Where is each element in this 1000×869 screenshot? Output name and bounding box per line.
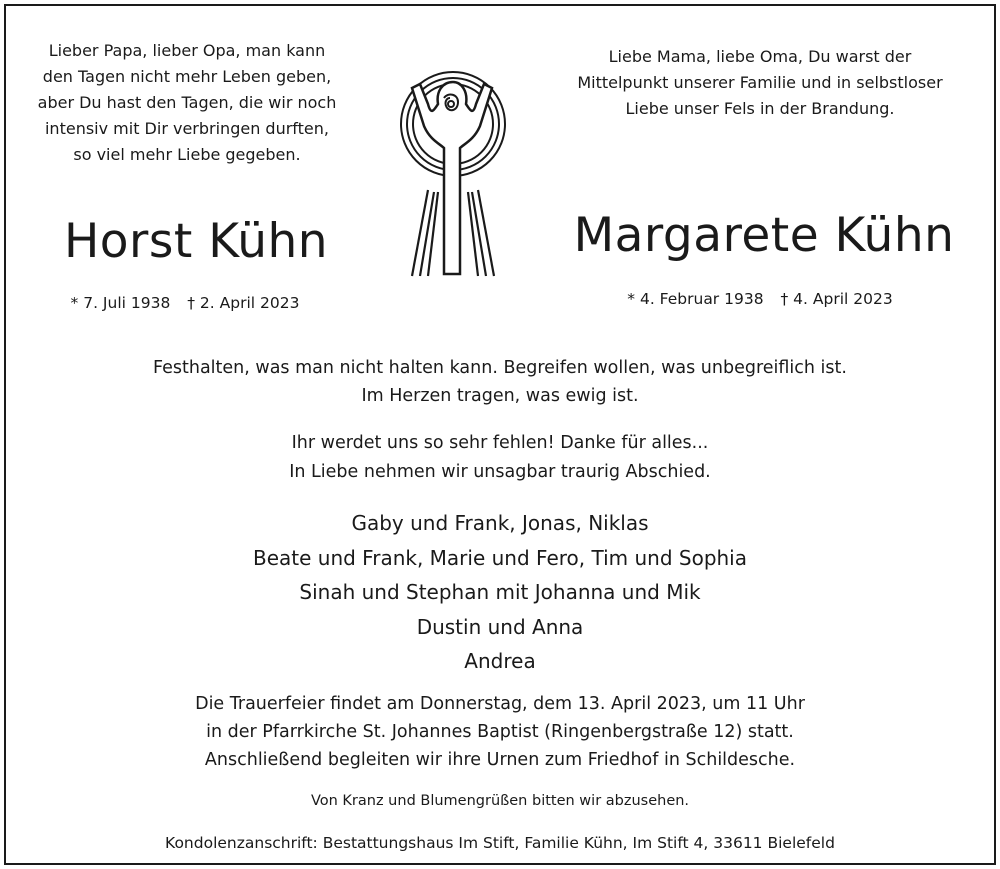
mourner-line: Sinah und Stephan mit Johanna und Mik <box>299 580 701 604</box>
birth-date: * 4. Februar 1938 <box>627 290 764 308</box>
left-quote-line: intensiv mit Dir verbringen durften, <box>44 119 329 138</box>
deceased-1-dates <box>40 292 330 314</box>
right-quote-line: Liebe Mama, liebe Oma, Du warst der <box>608 47 912 66</box>
mourner-line: Gaby und Frank, Jonas, Niklas <box>351 511 649 535</box>
ceremony-line: in der Pfarrkirche St. Johannes Baptist (Ringenbergstraße 12) statt. <box>206 722 794 742</box>
left-quote-line: aber Du hast den Tagen, die wir noch <box>37 93 337 112</box>
left-quote-line: den Tagen nicht mehr Leben geben, <box>42 67 332 86</box>
farewell-line: Ihr werdet uns so sehr fehlen! Danke für alles... <box>291 433 709 453</box>
death-date: † 4. April 2023 <box>780 290 893 308</box>
condolence-address: Kondolenzanschrift: Bestattungshaus Im Stift, Familie Kühn, Im Stift 4, 33611 Bielefeld <box>165 834 835 852</box>
birth-date: * 7. Juli 1938 <box>70 294 171 312</box>
verse-line: Im Herzen tragen, was ewig ist. <box>361 386 639 406</box>
right-quote <box>550 44 970 122</box>
verse-line: Festhalten, was man nicht halten kann. Begreifen wollen, was unbegreiflich ist. <box>153 358 847 378</box>
right-quote-line: Mittelpunkt unserer Familie und in selbstloser <box>577 73 943 92</box>
flowers-request: Von Kranz und Blumengrüßen bitten wir abzusehen. <box>310 793 690 809</box>
farewell-text <box>60 429 940 487</box>
ceremony-line: Die Trauerfeier findet am Donnerstag, dem 13. April 2023, um 11 Uhr <box>195 694 805 714</box>
deceased-2-name: Margarete Kühn <box>573 208 955 263</box>
mourner-line: Dustin und Anna <box>416 614 584 639</box>
ceremony-line: Anschließend begleiten wir ihre Urnen zum Friedhof in Schildesche. <box>204 750 796 770</box>
deceased-2-dates <box>600 288 920 310</box>
ceremony-info <box>60 690 940 774</box>
farewell-line: In Liebe nehmen wir unsagbar traurig Abschied. <box>289 462 711 482</box>
right-quote-line: Liebe unser Fels in der Brandung. <box>625 99 895 118</box>
verse <box>60 354 940 410</box>
mourner-line: Andrea <box>464 649 536 673</box>
mourners-list <box>60 506 940 679</box>
deceased-1-name: Horst Kühn <box>63 214 329 269</box>
left-quote <box>12 38 362 168</box>
mourner-line: Beate und Frank, Marie und Fero, Tim und Sophia <box>252 545 747 570</box>
death-date: † 2. April 2023 <box>187 294 300 312</box>
risen-figure-emblem-icon <box>398 64 508 282</box>
left-quote-line: so viel mehr Liebe gegeben. <box>73 145 301 164</box>
left-quote-line: Lieber Papa, lieber Opa, man kann <box>48 41 326 60</box>
